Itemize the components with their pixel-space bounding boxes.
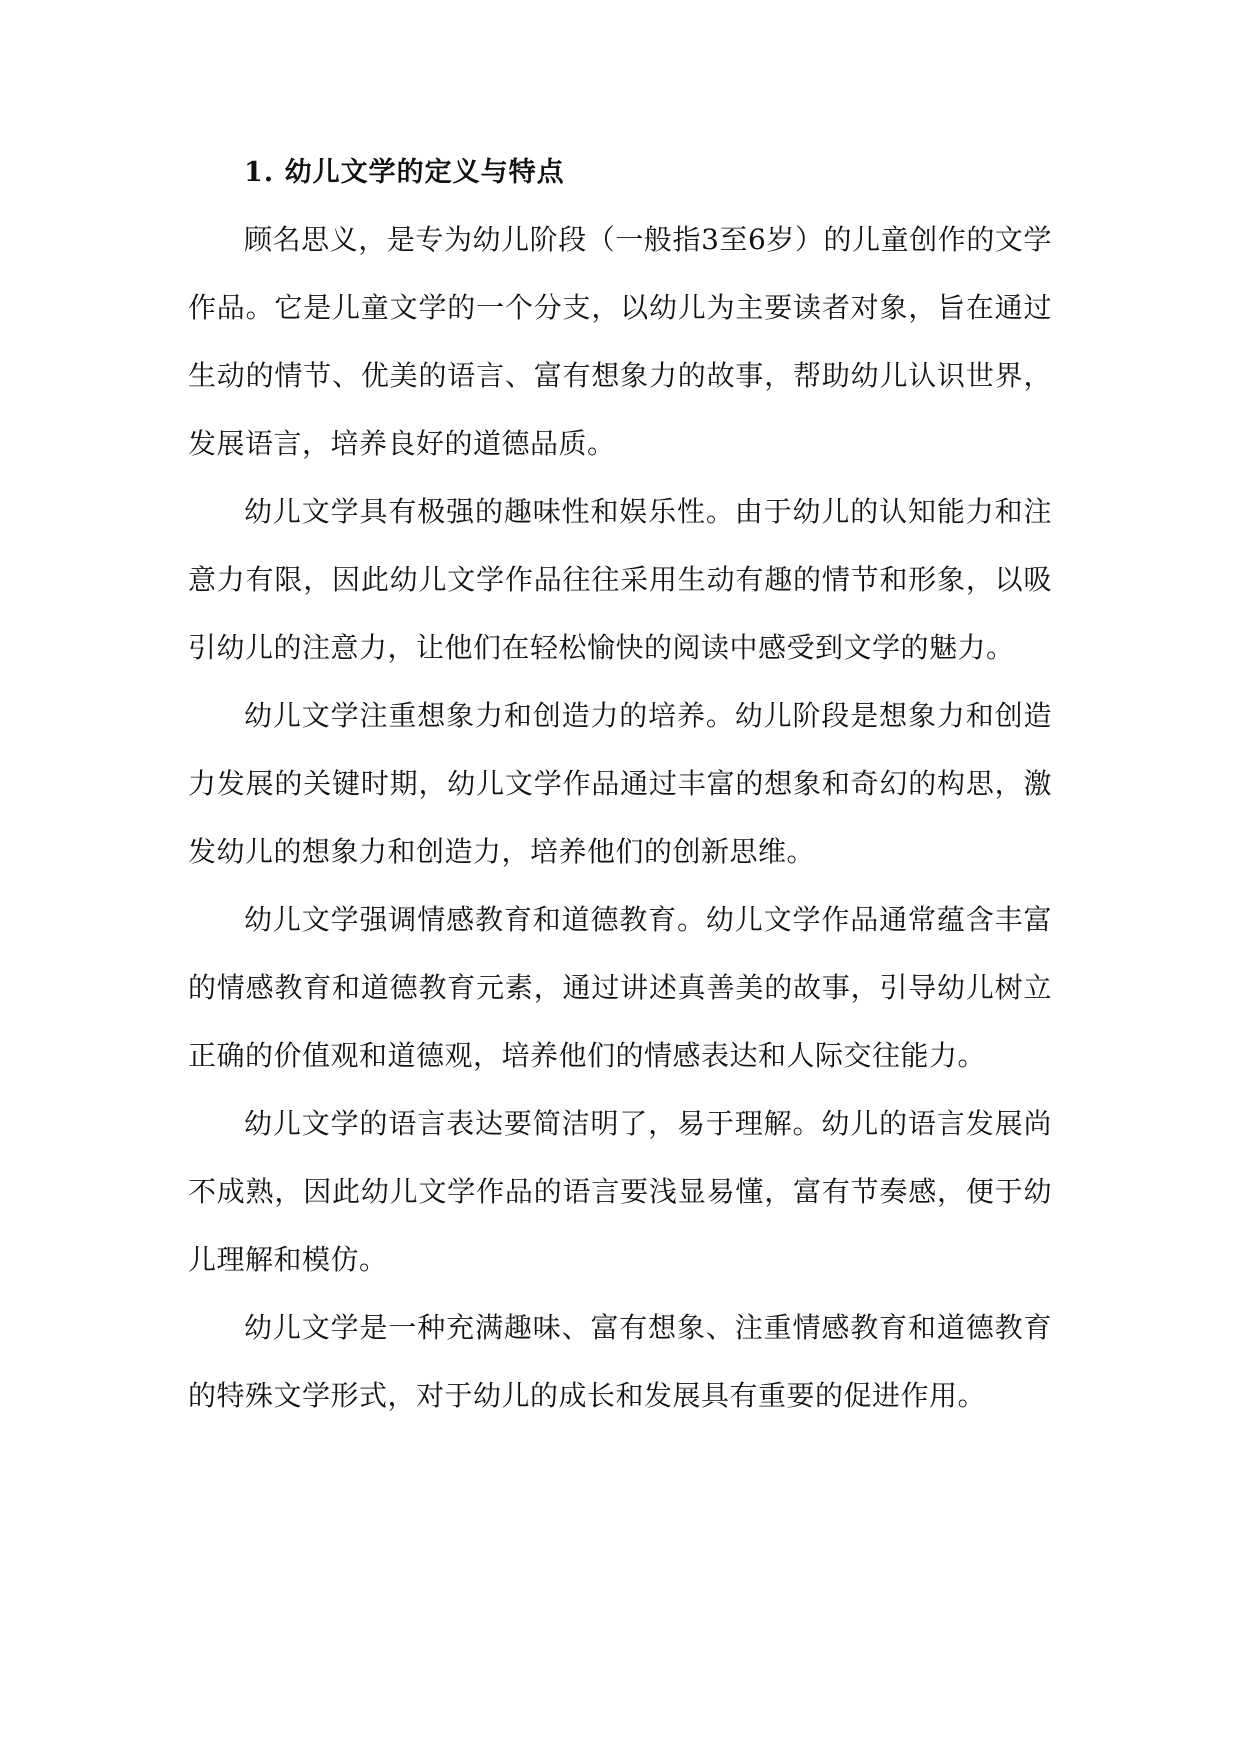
paragraph-definition: 顾名思义，是专为幼儿阶段（一般指3至6岁）的儿童创作的文学作品。它是儿童文学的一个分支，以幼儿为主要读者对象，旨在通过生动的情节、优美的语言、富有想象力的故事，帮助幼儿认识世界，发展语言，培养良好的道德品质。	[188, 223, 1052, 460]
document-body	[188, 140, 1052, 1430]
paragraph-imagination: 幼儿文学注重想象力和创造力的培养。幼儿阶段是想象力和创造力发展的关键时期，幼儿文学作品通过丰富的想象和奇幻的构思，激发幼儿的想象力和创造力，培养他们的创新思维。	[188, 699, 1052, 868]
paragraph-language: 幼儿文学的语言表达要简洁明了，易于理解。幼儿的语言发展尚不成熟，因此幼儿文学作品的语言要浅显易懂，富有节奏感，便于幼儿理解和模仿。	[188, 1107, 1052, 1276]
paragraph-fun: 幼儿文学具有极强的趣味性和娱乐性。由于幼儿的认知能力和注意力有限，因此幼儿文学作品往往采用生动有趣的情节和形象，以吸引幼儿的注意力，让他们在轻松愉快的阅读中感受到文学的魅力。	[188, 495, 1052, 664]
paragraph-summary: 幼儿文学是一种充满趣味、富有想象、注重情感教育和道德教育的特殊文学形式，对于幼儿的成长和发展具有重要的促进作用。	[188, 1311, 1052, 1412]
section-heading: 1. 幼儿文学的定义与特点	[244, 157, 565, 188]
paragraph-moral-education: 幼儿文学强调情感教育和道德教育。幼儿文学作品通常蕴含丰富的情感教育和道德教育元素，通过讲述真善美的故事，引导幼儿树立正确的价值观和道德观，培养他们的情感表达和人际交往能力。	[188, 903, 1052, 1072]
